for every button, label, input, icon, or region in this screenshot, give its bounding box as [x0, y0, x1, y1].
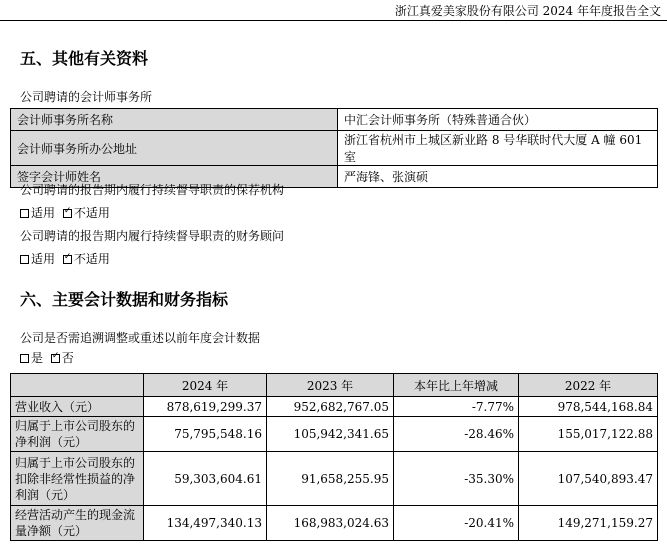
auditor-address-value: 浙江省杭州市上城区新业路 8 号华联时代大厦 A 幢 601 室	[338, 131, 658, 166]
option-not-apply-label: 不适用	[73, 252, 110, 266]
value-2023: 952,682,767.05	[267, 397, 394, 417]
header-blank	[11, 374, 144, 397]
value-change: -20.41%	[394, 506, 519, 541]
option-no-label: 否	[61, 351, 74, 365]
header-2024: 2024 年	[144, 374, 267, 397]
header-change: 本年比上年增减	[394, 374, 519, 397]
section6-heading: 六、主要会计数据和财务指标	[20, 290, 229, 309]
value-2022: 149,271,159.27	[519, 506, 658, 541]
section5-heading: 五、其他有关资料	[20, 49, 149, 68]
auditor-name-label: 会计师事务所名称	[11, 109, 338, 131]
page-header	[0, 0, 667, 21]
checkbox-yes[interactable]	[20, 354, 29, 363]
header-2023: 2023 年	[267, 374, 394, 397]
option-yes-label: 是	[31, 351, 44, 365]
auditor-table	[10, 108, 658, 188]
auditor-intro: 公司聘请的会计师事务所	[20, 90, 153, 104]
financial-table	[10, 373, 658, 541]
auditor-name-value: 中汇会计师事务所（特殊普通合伙）	[338, 109, 658, 131]
value-2022: 155,017,122.88	[519, 417, 658, 452]
row-label: 归属于上市公司股东的净利润（元）	[11, 417, 144, 452]
advisor-question: 公司聘请的报告期内履行持续督导职责的财务顾问	[20, 229, 285, 243]
checkbox-not-apply[interactable]	[63, 255, 72, 264]
row-label: 归属于上市公司股东的扣除非经常性损益的净利润（元）	[11, 452, 144, 506]
option-apply-label: 适用	[31, 252, 56, 266]
table-row	[11, 417, 658, 452]
row-label: 营业收入（元）	[11, 397, 144, 417]
header-2022: 2022 年	[519, 374, 658, 397]
value-2024: 878,619,299.37	[144, 397, 267, 417]
sponsor-question: 公司聘请的报告期内履行持续督导职责的保荐机构	[20, 183, 285, 197]
table-row	[11, 506, 658, 541]
sponsor-options	[20, 204, 110, 221]
value-2022: 107,540,893.47	[519, 452, 658, 506]
signing-accountant-value: 严海锋、张演硕	[338, 166, 658, 188]
option-not-apply-label: 不适用	[73, 206, 110, 220]
checkbox-apply[interactable]	[20, 209, 29, 218]
restate-question: 公司是否需追溯调整或重述以前年度会计数据	[20, 331, 261, 345]
value-2023: 105,942,341.65	[267, 417, 394, 452]
value-2024: 59,303,604.61	[144, 452, 267, 506]
table-row	[11, 452, 658, 506]
checkbox-no[interactable]	[51, 354, 60, 363]
value-2023: 91,658,255.95	[267, 452, 394, 506]
option-apply-label: 适用	[31, 206, 56, 220]
auditor-address-label: 会计师事务所办公地址	[11, 131, 338, 166]
table-header-row	[11, 374, 658, 397]
signing-accountant-label: 签字会计师姓名	[11, 166, 338, 188]
table-row	[11, 397, 658, 417]
report-title: 浙江真爱美家股份有限公司 2024 年年度报告全文	[394, 4, 661, 18]
checkbox-apply[interactable]	[20, 255, 29, 264]
value-2023: 168,983,024.63	[267, 506, 394, 541]
table-row	[11, 109, 658, 131]
advisor-options	[20, 250, 110, 267]
checkbox-not-apply[interactable]	[63, 209, 72, 218]
value-change: -7.77%	[394, 397, 519, 417]
value-2024: 75,795,548.16	[144, 417, 267, 452]
value-change: -28.46%	[394, 417, 519, 452]
table-row	[11, 131, 658, 166]
restate-options	[20, 349, 74, 366]
value-2024: 134,497,340.13	[144, 506, 267, 541]
row-label: 经营活动产生的现金流量净额（元）	[11, 506, 144, 541]
value-2022: 978,544,168.84	[519, 397, 658, 417]
value-change: -35.30%	[394, 452, 519, 506]
